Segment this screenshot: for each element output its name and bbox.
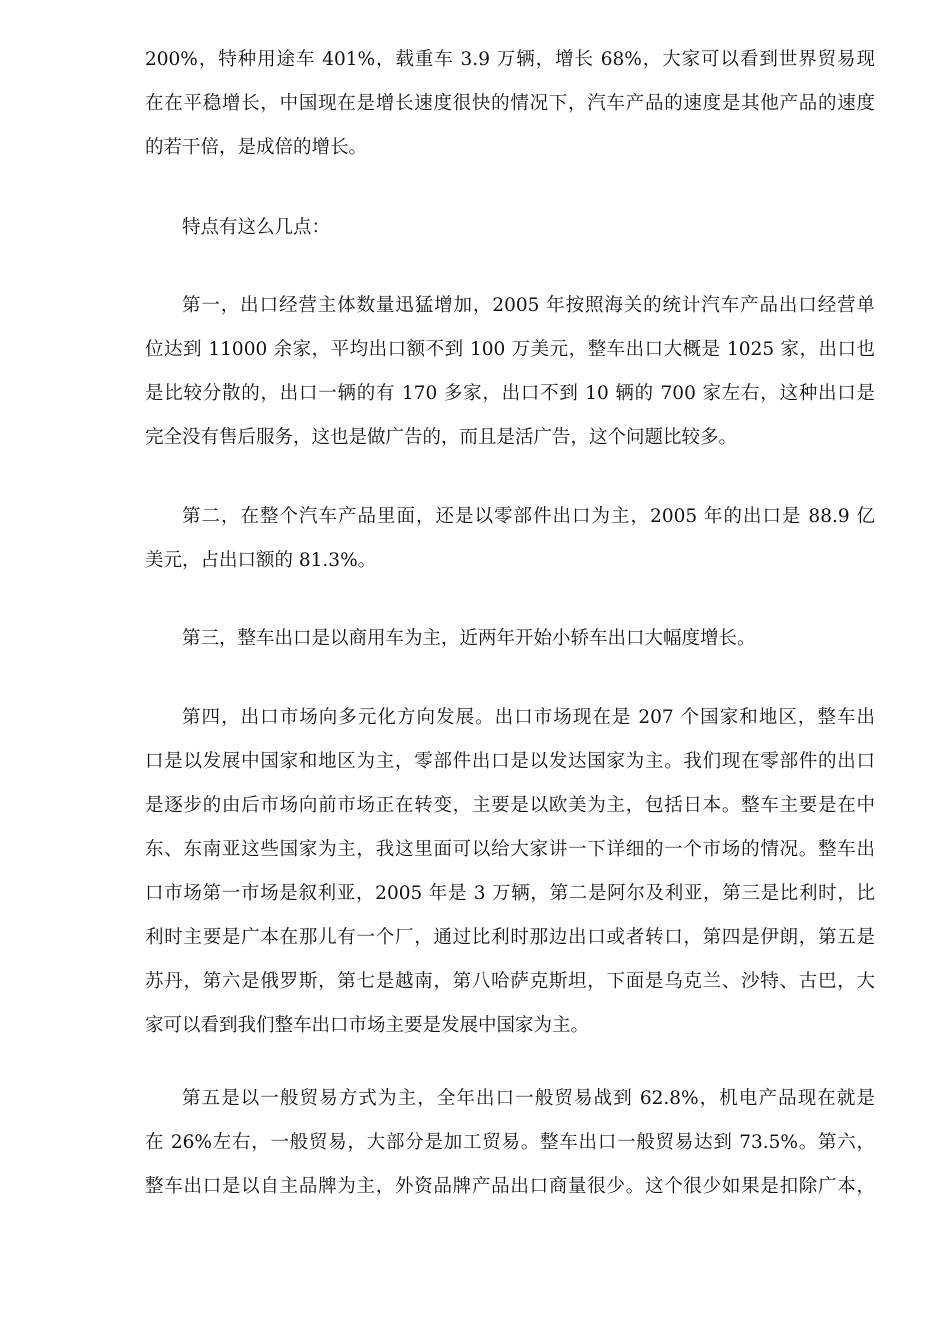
text-line: 东、东南亚这些国家为主，我这里面可以给大家讲一下详细的一个市场的情况。整车出	[145, 839, 875, 860]
text-line: 利时主要是广本在那儿有一个厂，通过比利时那边出口或者转口，第四是伊朗，第五是	[145, 927, 875, 948]
text-line: 苏丹，第六是俄罗斯，第七是越南，第八哈萨克斯坦，下面是乌克兰、沙特、古巴，大	[145, 971, 875, 992]
text-line: 口市场第一市场是叙利亚，2005 年是 3 万辆，第二是阿尔及利亚，第三是比利时，比	[145, 883, 875, 904]
paragraph-features-intro	[145, 206, 875, 250]
text-line: 口是以发展中国家和地区为主，零部件出口是以发达国家为主。我们现在零部件的出口	[145, 751, 875, 772]
paragraph-point-3	[145, 617, 875, 661]
text-line: 的若干倍，是成倍的增长。	[145, 137, 368, 158]
text-line: 第二，在整个汽车产品里面，还是以零部件出口为主，2005 年的出口是 88.9 亿	[182, 506, 875, 527]
text-line: 在 26%左右，一般贸易，大部分是加工贸易。整车出口一般贸易达到 73.5%。第六，	[145, 1132, 875, 1153]
paragraph-point-4	[145, 696, 875, 1048]
paragraph-point-5	[145, 1077, 875, 1209]
paragraph-continuation	[145, 38, 875, 170]
text-line: 200%，特种用途车 401%，载重车 3.9 万辆，增长 68%，大家可以看到世界贸易现	[145, 49, 875, 70]
text-line: 特点有这么几点：	[182, 217, 331, 238]
text-line: 第三，整车出口是以商用车为主，近两年开始小轿车出口大幅度增长。	[182, 628, 756, 649]
text-line: 美元，占出口额的 81.3%。	[145, 550, 377, 571]
paragraph-point-2	[145, 495, 875, 583]
text-line: 家可以看到我们整车出口市场主要是发展中国家为主。	[145, 1015, 590, 1036]
text-line: 完全没有售后服务，这也是做广告的，而且是活广告，这个问题比较多。	[145, 427, 738, 448]
text-line: 在在平稳增长，中国现在是增长速度很快的情况下，汽车产品的速度是其他产品的速度	[145, 93, 875, 114]
text-line: 位达到 11000 余家，平均出口额不到 100 万美元，整车出口大概是 1025 家，出口也	[145, 339, 875, 360]
text-line: 第一，出口经营主体数量迅猛增加，2005 年按照海关的统计汽车产品出口经营单	[182, 295, 875, 316]
text-line: 是比较分散的，出口一辆的有 170 多家，出口不到 10 辆的 700 家左右，这种出口是	[145, 383, 875, 404]
text-line: 是逐步的由后市场向前市场正在转变，主要是以欧美为主，包括日本。整车主要是在中	[145, 795, 875, 816]
paragraph-point-1	[145, 284, 875, 460]
text-line: 整车出口是以自主品牌为主，外资品牌产品出口商量很少。这个很少如果是扣除广本，	[145, 1176, 875, 1197]
text-line: 第五是以一般贸易方式为主，全年出口一般贸易战到 62.8%，机电产品现在就是	[182, 1088, 875, 1109]
text-line: 第四，出口市场向多元化方向发展。出口市场现在是 207 个国家和地区，整车出	[182, 707, 875, 728]
